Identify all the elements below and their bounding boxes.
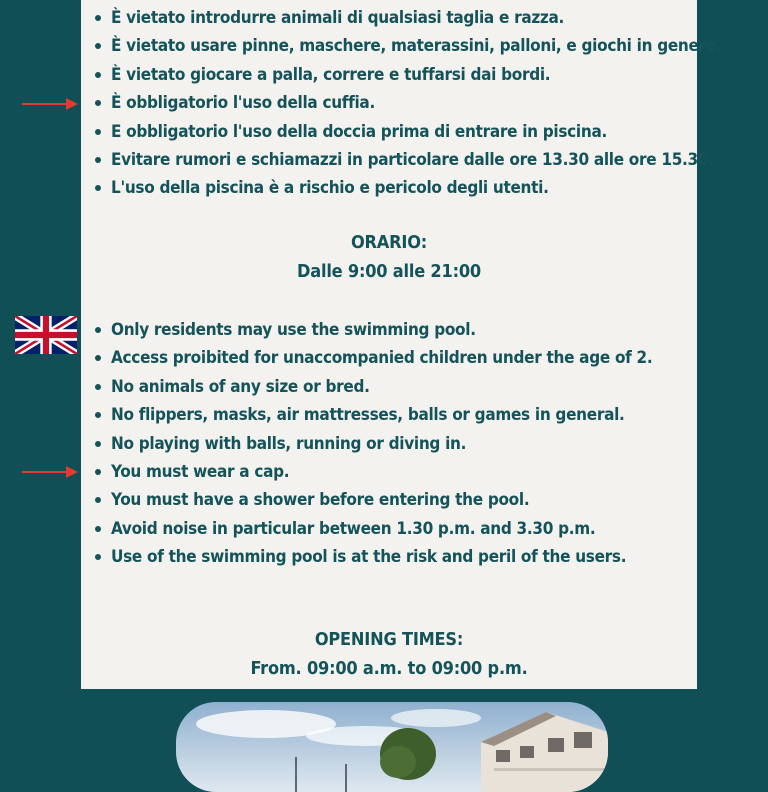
list-item: Evitare rumori e schiamazzi in particolare dalle ore 13.30 alle ore 15.30. — [95, 146, 695, 174]
list-item: È vietato giocare a palla, correre e tuffarsi dai bordi. — [95, 61, 695, 89]
list-item: È obbligatorio l'uso della cuffia. — [95, 89, 695, 117]
list-item: No playing with balls, running or diving in. — [95, 430, 695, 458]
italian-hours-value: Dalle 9:00 alle 21:00 — [297, 261, 481, 282]
red-arrow-icon — [22, 466, 78, 478]
list-item: You must have a shower before entering the pool. — [95, 486, 695, 514]
pool-photo — [176, 702, 608, 792]
english-rules-list — [95, 316, 695, 572]
list-item: È vietato usare pinne, maschere, materassini, palloni, e giochi in genere. — [95, 32, 695, 60]
italian-rules-list — [95, 4, 722, 203]
list-item: No animals of any size or bred. — [95, 373, 695, 401]
list-item: Use of the swimming pool is at the risk and peril of the users. — [95, 543, 695, 571]
list-item: You must wear a cap. — [95, 458, 695, 486]
italian-hours-title: ORARIO: — [350, 232, 428, 253]
list-item: Only residents may use the swimming pool. — [95, 316, 695, 344]
list-item: E obbligatorio l'uso della doccia prima di entrare in piscina. — [95, 118, 695, 146]
list-item: È vietato introdurre animali di qualsiasi taglia e razza. — [95, 4, 695, 32]
red-arrow-icon — [22, 98, 78, 110]
uk-flag-icon — [15, 316, 77, 354]
english-hours-value: From. 09:00 a.m. to 09:00 p.m. — [250, 658, 528, 679]
list-item: Access proibited for unaccompanied children under the age of 2. — [95, 344, 695, 372]
building-photo-image — [176, 702, 608, 792]
list-item: No flippers, masks, air mattresses, balls or games in general. — [95, 401, 695, 429]
list-item: Avoid noise in particular between 1.30 p.m. and 3.30 p.m. — [95, 515, 695, 543]
english-hours-title: OPENING TIMES: — [314, 629, 464, 650]
list-item: L'uso della piscina è a rischio e pericolo degli utenti. — [95, 174, 695, 202]
